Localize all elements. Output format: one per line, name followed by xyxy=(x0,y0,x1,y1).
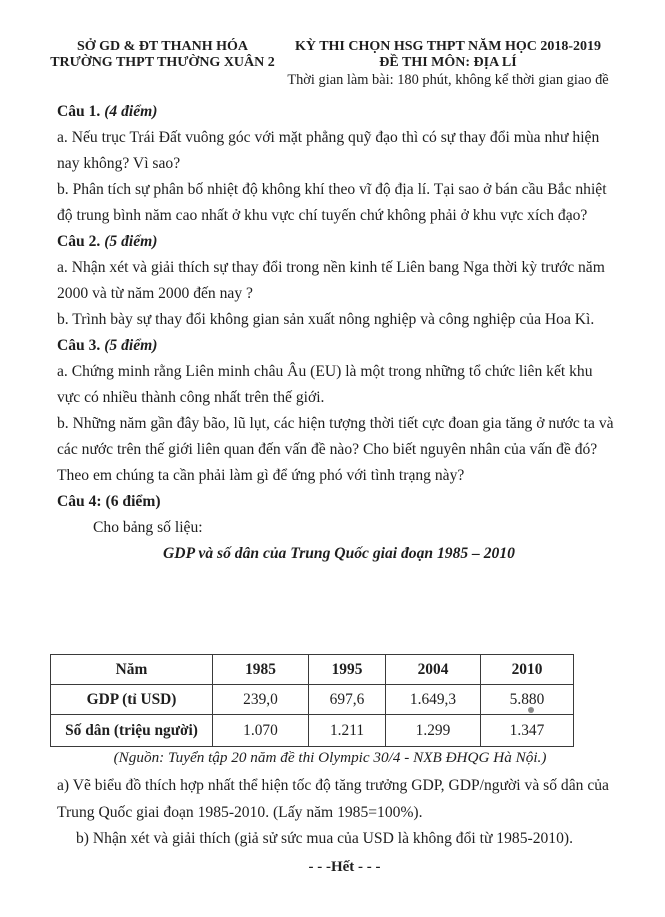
question-4-intro: Cho bảng số liệu: xyxy=(93,519,203,536)
question-3-points: (5 điểm) xyxy=(104,337,158,354)
question-4-part-a: a) Vẽ biểu đồ thích hợp nhất thể hiện tốc độ tăng trưởng GDP, GDP/người và số dân của Trung Quốc giai đoạn 1985-2010. (Lấy năm 1985=100%). xyxy=(57,777,609,821)
end-mark: - - -Hết - - - xyxy=(308,859,381,875)
question-3-part-a: a. Chứng minh rằng Liên minh châu Âu (EU) là một trong những tổ chức liên kết khu vực có nhiều thành công nhất trên thế giới. xyxy=(57,363,593,406)
table-cell: 1.649,3 xyxy=(386,685,481,715)
table-header-cell: 1985 xyxy=(213,655,309,685)
table-row-population xyxy=(51,715,574,747)
table-header-cell: 2004 xyxy=(386,655,481,685)
scan-speck xyxy=(528,707,534,713)
header-school-name: TRƯỜNG THPT THƯỜNG XUÂN 2 xyxy=(50,55,275,70)
table-cell: 1.211 xyxy=(309,715,386,747)
table-cell: 1.299 xyxy=(386,715,481,747)
table-row-label: GDP (tỉ USD) xyxy=(51,685,213,715)
question-2-label: Câu 2. xyxy=(57,233,101,250)
question-3-title xyxy=(57,333,617,359)
header-department: SỞ GD & ĐT THANH HÓA xyxy=(76,39,248,54)
table-header-cell: Năm xyxy=(51,655,213,685)
table-source-note: (Nguồn: Tuyển tập 20 năm đề thi Olympic 30/4 - NXB ĐHQG Hà Nội.) xyxy=(113,749,547,766)
data-table xyxy=(50,654,574,747)
question-1-part-b: b. Phân tích sự phân bố nhiệt độ không khí theo vĩ độ địa lí. Tại sao ở bán cầu Bắc nhiệt độ trung bình năm cao nhất ở khu vực chí tuyến chứ không phải ở khu vực xích đạo? xyxy=(57,181,607,224)
table-cell: 1.070 xyxy=(213,715,309,747)
question-1-label: Câu 1. xyxy=(57,103,101,120)
table-row-label: Số dân (triệu người) xyxy=(51,715,213,747)
question-2-part-a: a. Nhận xét và giải thích sự thay đổi trong nền kinh tế Liên bang Nga thời kỳ trước năm 2000 và từ năm 2000 đến nay ? xyxy=(57,259,605,302)
table-cell: 5.880 xyxy=(481,685,574,715)
question-4-title: Câu 4: (6 điểm) xyxy=(57,493,161,510)
table-cell: 697,6 xyxy=(309,685,386,715)
exam-subject: ĐỀ THI MÔN: ĐỊA LÍ xyxy=(379,55,517,70)
question-1-title xyxy=(57,99,617,125)
question-1-part-a: a. Nếu trục Trái Đất vuông góc với mặt phẳng quỹ đạo thì có sự thay đổi mùa như hiện nay không? Vì sao? xyxy=(57,129,600,172)
question-3-label: Câu 3. xyxy=(57,337,101,354)
table-row-gdp xyxy=(51,685,574,715)
header-exam-block xyxy=(283,39,613,88)
table-header-cell: 2010 xyxy=(481,655,574,685)
exam-title: KỲ THI CHỌN HSG THPT NĂM HỌC 2018-2019 xyxy=(294,39,602,54)
question-2-title xyxy=(57,229,617,255)
header-school-block xyxy=(50,39,275,71)
question-4-part-b: b) Nhận xét và giải thích (giả sử sức mua của USD là không đổi từ 1985-2010). xyxy=(76,830,573,847)
table-title: GDP và số dân của Trung Quốc giai đoạn 1985 – 2010 xyxy=(163,545,515,562)
table-header-cell: 1995 xyxy=(309,655,386,685)
question-1-points: (4 điểm) xyxy=(104,103,158,120)
question-2-points: (5 điểm) xyxy=(104,233,158,250)
table-cell: 1.347 xyxy=(481,715,574,747)
questions-body xyxy=(57,99,617,567)
question-3-part-b: b. Những năm gần đây bão, lũ lụt, các hiện tượng thời tiết cực đoan gia tăng ở nước ta và các nước trên thế giới liên quan đến vấn đề nào? Cho biết nguyên nhân của vấn đề đó? Theo em chúng ta cần phải làm gì để ứng phó với tình trạng này? xyxy=(57,415,614,484)
table-cell: 239,0 xyxy=(213,685,309,715)
question-2-part-b: b. Trình bày sự thay đổi không gian sản xuất nông nghiệp và công nghiệp của Hoa Kì. xyxy=(57,311,595,328)
table-header-row xyxy=(51,655,574,685)
exam-duration: Thời gian làm bài: 180 phút, không kể thời gian giao đề xyxy=(287,72,609,88)
